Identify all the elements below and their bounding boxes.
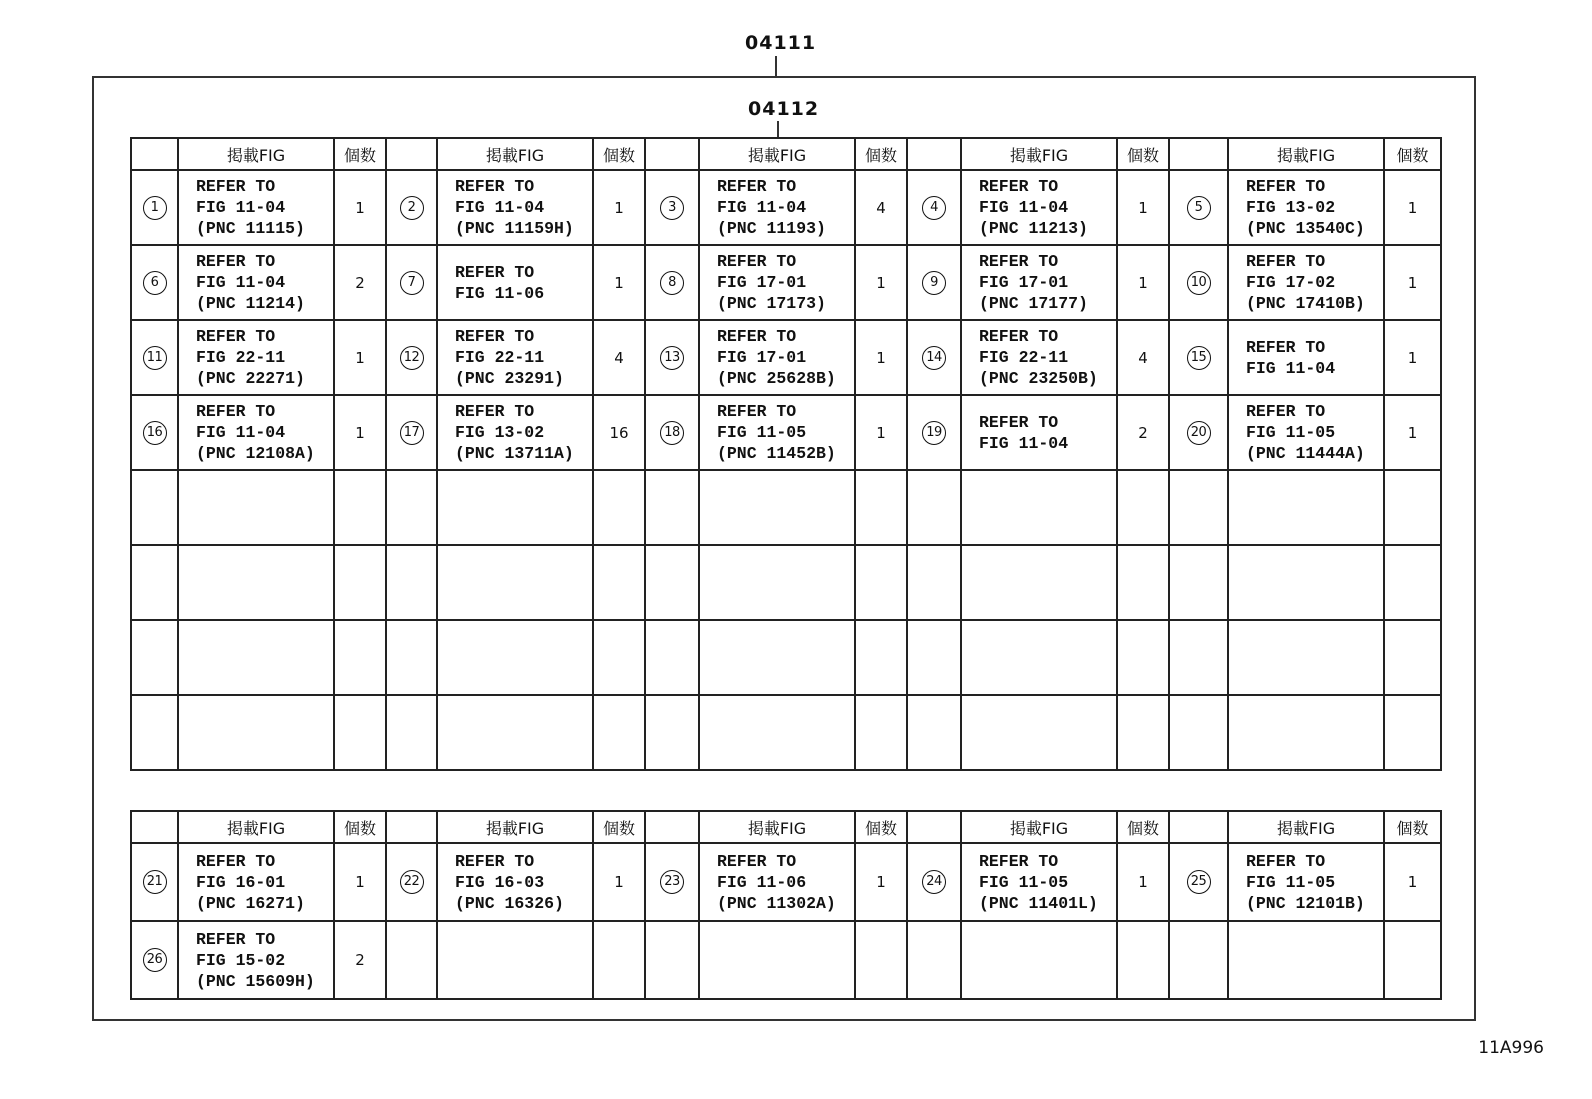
item-quantity-cell: 1: [1384, 170, 1441, 245]
item-number-cell: [386, 545, 437, 620]
item-number-cell: [131, 545, 178, 620]
item-number-cell: [131, 921, 178, 999]
item-number-circle: 3: [660, 196, 684, 220]
item-quantity-cell: 2: [334, 921, 386, 999]
item-number-circle: 5: [1187, 196, 1211, 220]
item-number-cell: [645, 320, 699, 395]
header-blank: [645, 811, 699, 843]
item-reference-cell: [961, 843, 1117, 921]
table-row: [131, 695, 1441, 770]
item-number-cell: [645, 843, 699, 921]
item-quantity-cell: [855, 470, 907, 545]
item-reference-cell: [1228, 695, 1384, 770]
item-reference-text: REFER TO FIG 22-11 (PNC 23291): [455, 327, 564, 388]
header-qty: 個数: [855, 811, 907, 843]
item-quantity-cell: [1117, 695, 1169, 770]
item-reference-cell: [437, 695, 593, 770]
header-qty: 個数: [593, 811, 645, 843]
item-reference-text: REFER TO FIG 11-05 (PNC 11444A): [1246, 402, 1365, 463]
item-number-cell: [1169, 695, 1228, 770]
label-04111: 04111: [745, 32, 817, 54]
item-quantity-cell: 1: [1117, 170, 1169, 245]
item-number-circle: 25: [1187, 870, 1211, 894]
item-reference-cell: [1228, 921, 1384, 999]
item-reference-cell: [1228, 245, 1384, 320]
item-number-cell: [1169, 843, 1228, 921]
item-number-circle: 8: [660, 271, 684, 295]
item-number-cell: [645, 470, 699, 545]
item-number-cell: [131, 470, 178, 545]
item-quantity-cell: 1: [334, 395, 386, 470]
header-fig: 掲載FIG: [1228, 811, 1384, 843]
item-number-circle: 19: [922, 421, 946, 445]
item-reference-cell: [699, 545, 855, 620]
header-fig: 掲載FIG: [961, 138, 1117, 170]
item-reference-text: REFER TO FIG 11-04: [1246, 337, 1336, 378]
table-row: [131, 395, 1441, 470]
item-quantity-cell: 16: [593, 395, 645, 470]
item-number-cell: [386, 170, 437, 245]
table-row: [131, 320, 1441, 395]
item-number-cell: [386, 843, 437, 921]
item-reference-cell: [961, 245, 1117, 320]
item-number-circle: 6: [143, 271, 167, 295]
item-quantity-cell: 1: [855, 395, 907, 470]
item-number-cell: [907, 245, 961, 320]
item-reference-text: REFER TO FIG 16-03 (PNC 16326): [455, 851, 564, 913]
item-reference-text: REFER TO FIG 11-04: [979, 412, 1069, 453]
item-quantity-cell: 1: [1117, 843, 1169, 921]
item-number-cell: [131, 170, 178, 245]
item-quantity-cell: 4: [855, 170, 907, 245]
item-number-cell: [1169, 470, 1228, 545]
header-blank: [131, 811, 178, 843]
item-quantity-cell: 1: [334, 320, 386, 395]
item-reference-cell: [178, 545, 334, 620]
table-header-row: [131, 811, 1441, 843]
item-number-circle: 23: [660, 870, 684, 894]
item-reference-cell: [178, 921, 334, 999]
header-fig: 掲載FIG: [178, 138, 334, 170]
item-quantity-cell: 1: [1384, 395, 1441, 470]
item-reference-text: REFER TO FIG 11-04 (PNC 12108A): [196, 402, 315, 463]
header-fig: 掲載FIG: [178, 811, 334, 843]
item-number-cell: [131, 695, 178, 770]
item-number-cell: [645, 170, 699, 245]
item-reference-text: REFER TO FIG 17-01 (PNC 25628B): [717, 327, 836, 388]
item-quantity-cell: [1384, 470, 1441, 545]
table-row: [131, 170, 1441, 245]
header-qty: 個数: [1117, 138, 1169, 170]
item-quantity-cell: [1384, 620, 1441, 695]
item-reference-text: REFER TO FIG 11-06: [455, 262, 545, 303]
item-quantity-cell: 1: [855, 843, 907, 921]
header-fig: 掲載FIG: [437, 138, 593, 170]
item-quantity-cell: [334, 695, 386, 770]
item-quantity-cell: 2: [334, 245, 386, 320]
item-number-cell: [131, 320, 178, 395]
item-quantity-cell: 1: [593, 843, 645, 921]
header-blank: [645, 138, 699, 170]
item-reference-cell: [961, 170, 1117, 245]
item-quantity-cell: [334, 545, 386, 620]
item-reference-text: REFER TO FIG 15-02 (PNC 15609H): [196, 929, 315, 991]
item-reference-cell: [1228, 843, 1384, 921]
item-reference-cell: [437, 921, 593, 999]
item-reference-cell: [961, 545, 1117, 620]
item-reference-cell: [178, 320, 334, 395]
item-number-circle: 2: [400, 196, 424, 220]
item-reference-cell: [699, 620, 855, 695]
leader-line-inner: [777, 121, 779, 137]
item-reference-cell: [699, 470, 855, 545]
item-number-cell: [131, 620, 178, 695]
item-quantity-cell: [855, 695, 907, 770]
item-number-circle: 4: [922, 196, 946, 220]
item-number-circle: 13: [660, 346, 684, 370]
item-reference-text: REFER TO FIG 11-04 (PNC 11213): [979, 177, 1088, 238]
item-quantity-cell: 1: [855, 320, 907, 395]
item-quantity-cell: 1: [855, 245, 907, 320]
item-quantity-cell: 2: [1117, 395, 1169, 470]
item-reference-cell: [961, 320, 1117, 395]
item-quantity-cell: [1384, 545, 1441, 620]
item-number-circle: 17: [400, 421, 424, 445]
item-number-circle: 10: [1187, 271, 1211, 295]
item-number-cell: [1169, 921, 1228, 999]
header-fig: 掲載FIG: [1228, 138, 1384, 170]
item-number-cell: [386, 695, 437, 770]
item-reference-cell: [178, 245, 334, 320]
item-quantity-cell: [1117, 921, 1169, 999]
item-reference-cell: [178, 695, 334, 770]
item-number-cell: [386, 470, 437, 545]
item-number-cell: [131, 843, 178, 921]
header-blank: [131, 138, 178, 170]
item-reference-text: REFER TO FIG 13-02 (PNC 13711A): [455, 402, 574, 463]
item-quantity-cell: 1: [334, 170, 386, 245]
item-number-cell: [386, 921, 437, 999]
item-quantity-cell: 4: [1117, 320, 1169, 395]
item-number-circle: 14: [922, 346, 946, 370]
item-number-cell: [1169, 620, 1228, 695]
item-reference-cell: [961, 470, 1117, 545]
item-quantity-cell: [593, 695, 645, 770]
item-quantity-cell: [593, 470, 645, 545]
item-quantity-cell: [593, 545, 645, 620]
header-blank: [386, 138, 437, 170]
item-number-cell: [907, 843, 961, 921]
item-reference-cell: [1228, 395, 1384, 470]
table-row: [131, 545, 1441, 620]
item-quantity-cell: [1117, 545, 1169, 620]
item-reference-cell: [961, 921, 1117, 999]
header-fig: 掲載FIG: [699, 138, 855, 170]
item-reference-text: REFER TO FIG 22-11 (PNC 23250B): [979, 327, 1098, 388]
header-blank: [1169, 138, 1228, 170]
item-reference-text: REFER TO FIG 11-05 (PNC 11452B): [717, 402, 836, 463]
item-number-circle: 26: [143, 948, 167, 972]
item-quantity-cell: [1117, 470, 1169, 545]
item-quantity-cell: 1: [1117, 245, 1169, 320]
item-quantity-cell: 4: [593, 320, 645, 395]
item-quantity-cell: [1384, 921, 1441, 999]
item-number-cell: [645, 395, 699, 470]
item-reference-cell: [178, 843, 334, 921]
item-reference-cell: [437, 470, 593, 545]
item-reference-cell: [178, 470, 334, 545]
item-reference-text: REFER TO FIG 17-01 (PNC 17173): [717, 252, 826, 313]
item-number-cell: [907, 695, 961, 770]
item-quantity-cell: [855, 620, 907, 695]
item-reference-cell: [961, 395, 1117, 470]
item-number-cell: [1169, 245, 1228, 320]
item-quantity-cell: [593, 620, 645, 695]
item-number-circle: 21: [143, 870, 167, 894]
header-qty: 個数: [1117, 811, 1169, 843]
item-number-cell: [907, 170, 961, 245]
item-reference-cell: [437, 620, 593, 695]
leader-line-outer: [775, 56, 777, 76]
item-reference-cell: [437, 545, 593, 620]
item-number-cell: [645, 921, 699, 999]
header-qty: 個数: [334, 138, 386, 170]
item-quantity-cell: 1: [593, 245, 645, 320]
item-reference-cell: [437, 843, 593, 921]
item-number-cell: [131, 245, 178, 320]
item-number-cell: [645, 245, 699, 320]
item-number-circle: 12: [400, 346, 424, 370]
item-reference-text: REFER TO FIG 11-05 (PNC 11401L): [979, 851, 1098, 913]
header-fig: 掲載FIG: [961, 811, 1117, 843]
item-reference-text: REFER TO FIG 11-04 (PNC 11159H): [455, 177, 574, 238]
item-number-cell: [907, 545, 961, 620]
item-number-cell: [907, 921, 961, 999]
item-reference-cell: [1228, 320, 1384, 395]
item-reference-cell: [961, 695, 1117, 770]
item-reference-cell: [699, 245, 855, 320]
item-reference-text: REFER TO FIG 11-04 (PNC 11115): [196, 177, 305, 238]
item-number-circle: 24: [922, 870, 946, 894]
table-row: [131, 843, 1441, 921]
item-number-cell: [1169, 545, 1228, 620]
item-number-cell: [131, 395, 178, 470]
table-header-row: [131, 138, 1441, 170]
item-reference-cell: [699, 843, 855, 921]
item-number-cell: [645, 545, 699, 620]
item-quantity-cell: [593, 921, 645, 999]
header-qty: 個数: [1384, 138, 1441, 170]
item-number-cell: [1169, 395, 1228, 470]
item-reference-cell: [699, 320, 855, 395]
item-number-circle: 16: [143, 421, 167, 445]
item-number-circle: 15: [1187, 346, 1211, 370]
item-number-cell: [386, 620, 437, 695]
item-reference-text: REFER TO FIG 11-04 (PNC 11193): [717, 177, 826, 238]
item-number-circle: 1: [143, 196, 167, 220]
item-reference-cell: [1228, 545, 1384, 620]
item-number-cell: [907, 620, 961, 695]
item-quantity-cell: 1: [334, 843, 386, 921]
item-number-cell: [1169, 320, 1228, 395]
item-number-circle: 7: [400, 271, 424, 295]
table-row: [131, 921, 1441, 999]
item-reference-text: REFER TO FIG 13-02 (PNC 13540C): [1246, 177, 1365, 238]
header-fig: 掲載FIG: [699, 811, 855, 843]
item-quantity-cell: 1: [1384, 843, 1441, 921]
table-row: [131, 620, 1441, 695]
figure-code: 11A996: [1478, 1038, 1544, 1058]
item-reference-text: REFER TO FIG 11-05 (PNC 12101B): [1246, 851, 1365, 913]
item-quantity-cell: [855, 545, 907, 620]
item-reference-cell: [699, 170, 855, 245]
item-number-circle: 18: [660, 421, 684, 445]
item-quantity-cell: [855, 921, 907, 999]
item-quantity-cell: 1: [593, 170, 645, 245]
reference-table-main: [130, 137, 1442, 771]
item-number-circle: 20: [1187, 421, 1211, 445]
item-quantity-cell: 1: [1384, 245, 1441, 320]
item-number-circle: 22: [400, 870, 424, 894]
item-reference-cell: [1228, 620, 1384, 695]
item-reference-cell: [699, 395, 855, 470]
item-reference-cell: [699, 695, 855, 770]
item-number-cell: [386, 320, 437, 395]
item-reference-text: REFER TO FIG 11-06 (PNC 11302A): [717, 851, 836, 913]
item-reference-cell: [437, 320, 593, 395]
header-fig: 掲載FIG: [437, 811, 593, 843]
header-qty: 個数: [334, 811, 386, 843]
item-reference-text: REFER TO FIG 22-11 (PNC 22271): [196, 327, 305, 388]
item-number-circle: 9: [922, 271, 946, 295]
item-reference-cell: [437, 395, 593, 470]
table-row: [131, 245, 1441, 320]
item-number-cell: [386, 395, 437, 470]
header-blank: [1169, 811, 1228, 843]
item-reference-cell: [961, 620, 1117, 695]
item-reference-text: REFER TO FIG 17-01 (PNC 17177): [979, 252, 1088, 313]
header-qty: 個数: [1384, 811, 1441, 843]
header-blank: [386, 811, 437, 843]
item-reference-cell: [178, 170, 334, 245]
item-reference-cell: [1228, 470, 1384, 545]
header-blank: [907, 811, 961, 843]
item-quantity-cell: [1117, 620, 1169, 695]
item-number-cell: [645, 695, 699, 770]
header-qty: 個数: [855, 138, 907, 170]
item-quantity-cell: [1384, 695, 1441, 770]
item-number-cell: [645, 620, 699, 695]
item-reference-cell: [178, 620, 334, 695]
item-number-cell: [1169, 170, 1228, 245]
item-reference-cell: [1228, 170, 1384, 245]
item-quantity-cell: [334, 620, 386, 695]
header-blank: [907, 138, 961, 170]
item-reference-cell: [437, 170, 593, 245]
item-quantity-cell: [334, 470, 386, 545]
header-qty: 個数: [593, 138, 645, 170]
item-reference-text: REFER TO FIG 16-01 (PNC 16271): [196, 851, 305, 913]
item-number-cell: [907, 470, 961, 545]
item-number-cell: [907, 320, 961, 395]
item-number-circle: 11: [143, 346, 167, 370]
label-04112: 04112: [748, 98, 820, 120]
item-reference-text: REFER TO FIG 11-04 (PNC 11214): [196, 252, 305, 313]
item-reference-cell: [178, 395, 334, 470]
item-reference-cell: [699, 921, 855, 999]
table-row: [131, 470, 1441, 545]
item-number-cell: [907, 395, 961, 470]
item-number-cell: [386, 245, 437, 320]
item-reference-text: REFER TO FIG 17-02 (PNC 17410B): [1246, 252, 1365, 313]
item-reference-cell: [437, 245, 593, 320]
item-quantity-cell: 1: [1384, 320, 1441, 395]
reference-table-secondary: [130, 810, 1442, 1000]
